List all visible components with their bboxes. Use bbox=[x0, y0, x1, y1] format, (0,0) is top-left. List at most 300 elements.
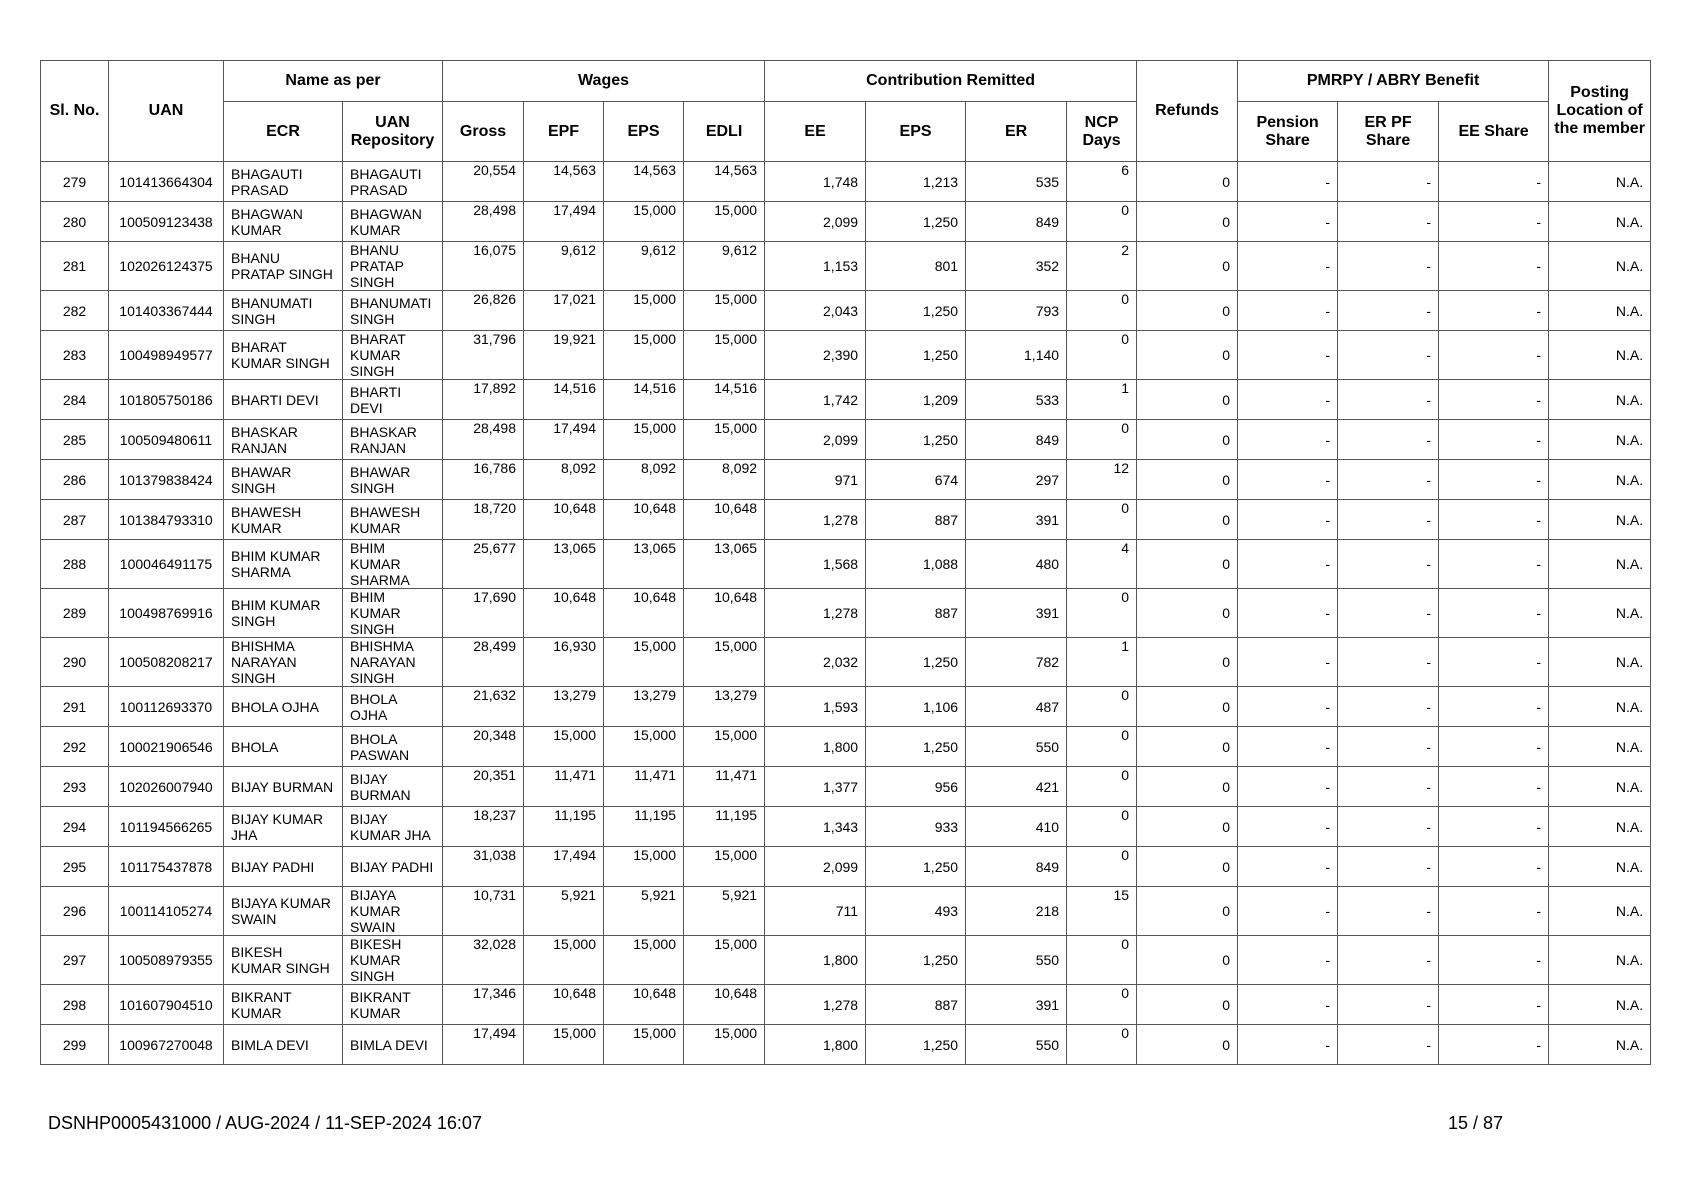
cell-er-pf-share: - bbox=[1338, 242, 1439, 291]
cell-er: 849 bbox=[966, 202, 1067, 242]
cell-pension-share: - bbox=[1238, 985, 1338, 1025]
cell-eps: 15,000 bbox=[604, 727, 684, 767]
cell-posting-location: N.A. bbox=[1549, 936, 1651, 985]
cell-pension-share: - bbox=[1238, 331, 1338, 380]
table-row bbox=[41, 887, 1651, 936]
cell-refunds: 0 bbox=[1137, 242, 1238, 291]
cell-eps-contribution: 493 bbox=[866, 887, 966, 936]
col-refunds: Refunds bbox=[1137, 61, 1238, 162]
cell-ecr-name: BIMLA DEVI bbox=[224, 1025, 343, 1065]
cell-sl-no: 299 bbox=[41, 1025, 109, 1065]
cell-eps: 8,092 bbox=[604, 460, 684, 500]
cell-posting-location: N.A. bbox=[1549, 291, 1651, 331]
cell-epf: 9,612 bbox=[524, 242, 604, 291]
cell-er-pf-share: - bbox=[1338, 420, 1439, 460]
cell-uan: 100967270048 bbox=[109, 1025, 224, 1065]
cell-gross: 32,028 bbox=[443, 936, 524, 985]
cell-posting-location: N.A. bbox=[1549, 638, 1651, 687]
cell-pension-share: - bbox=[1238, 887, 1338, 936]
cell-sl-no: 287 bbox=[41, 500, 109, 540]
cell-er: 550 bbox=[966, 936, 1067, 985]
cell-eps-contribution: 1,250 bbox=[866, 847, 966, 887]
cell-ee-share: - bbox=[1439, 162, 1549, 202]
cell-er: 550 bbox=[966, 1025, 1067, 1065]
cell-epf: 10,648 bbox=[524, 589, 604, 638]
cell-uan-repository-name: BHOLA OJHA bbox=[343, 687, 443, 727]
cell-ecr-name: BHOLA bbox=[224, 727, 343, 767]
table-row bbox=[41, 380, 1651, 420]
cell-uan: 101194566265 bbox=[109, 807, 224, 847]
cell-ee-share: - bbox=[1439, 638, 1549, 687]
cell-gross: 18,237 bbox=[443, 807, 524, 847]
cell-pension-share: - bbox=[1238, 589, 1338, 638]
cell-epf: 13,065 bbox=[524, 540, 604, 589]
cell-posting-location: N.A. bbox=[1549, 380, 1651, 420]
cell-epf: 8,092 bbox=[524, 460, 604, 500]
cell-ee-share: - bbox=[1439, 767, 1549, 807]
cell-gross: 20,554 bbox=[443, 162, 524, 202]
cell-posting-location: N.A. bbox=[1549, 540, 1651, 589]
cell-ncp-days: 1 bbox=[1067, 380, 1137, 420]
cell-ncp-days: 2 bbox=[1067, 242, 1137, 291]
cell-ecr-name: BHARTI DEVI bbox=[224, 380, 343, 420]
cell-er: 421 bbox=[966, 767, 1067, 807]
cell-ncp-days: 0 bbox=[1067, 500, 1137, 540]
col-eps-contribution: EPS bbox=[866, 102, 966, 162]
cell-sl-no: 289 bbox=[41, 589, 109, 638]
cell-edli: 11,471 bbox=[684, 767, 765, 807]
cell-uan: 100498949577 bbox=[109, 331, 224, 380]
cell-edli: 10,648 bbox=[684, 985, 765, 1025]
cell-edli: 15,000 bbox=[684, 202, 765, 242]
cell-gross: 17,690 bbox=[443, 589, 524, 638]
col-ee: EE bbox=[765, 102, 866, 162]
group-name-as-per: Name as per bbox=[224, 61, 443, 102]
cell-edli: 15,000 bbox=[684, 847, 765, 887]
cell-edli: 8,092 bbox=[684, 460, 765, 500]
cell-ncp-days: 0 bbox=[1067, 936, 1137, 985]
cell-sl-no: 298 bbox=[41, 985, 109, 1025]
cell-sl-no: 292 bbox=[41, 727, 109, 767]
cell-refunds: 0 bbox=[1137, 380, 1238, 420]
cell-gross: 20,348 bbox=[443, 727, 524, 767]
cell-edli: 13,065 bbox=[684, 540, 765, 589]
cell-posting-location: N.A. bbox=[1549, 162, 1651, 202]
col-sl-no: Sl. No. bbox=[41, 61, 109, 162]
cell-er: 410 bbox=[966, 807, 1067, 847]
cell-uan-repository-name: BIJAY PADHI bbox=[343, 847, 443, 887]
cell-ee: 1,742 bbox=[765, 380, 866, 420]
cell-eps-contribution: 1,250 bbox=[866, 420, 966, 460]
cell-ecr-name: BIKESH KUMAR SINGH bbox=[224, 936, 343, 985]
cell-uan-repository-name: BHISHMA NARAYAN SINGH bbox=[343, 638, 443, 687]
cell-gross: 21,632 bbox=[443, 687, 524, 727]
cell-gross: 16,075 bbox=[443, 242, 524, 291]
cell-sl-no: 285 bbox=[41, 420, 109, 460]
cell-posting-location: N.A. bbox=[1549, 887, 1651, 936]
cell-pension-share: - bbox=[1238, 727, 1338, 767]
cell-eps: 11,195 bbox=[604, 807, 684, 847]
table-row bbox=[41, 162, 1651, 202]
cell-ee: 2,390 bbox=[765, 331, 866, 380]
cell-sl-no: 296 bbox=[41, 887, 109, 936]
cell-refunds: 0 bbox=[1137, 687, 1238, 727]
cell-eps: 10,648 bbox=[604, 500, 684, 540]
cell-ecr-name: BHAWAR SINGH bbox=[224, 460, 343, 500]
cell-refunds: 0 bbox=[1137, 727, 1238, 767]
cell-epf: 11,195 bbox=[524, 807, 604, 847]
cell-refunds: 0 bbox=[1137, 807, 1238, 847]
document-reference: DSNHP0005431000 / AUG-2024 / 11-SEP-2024 16:07 bbox=[48, 1113, 482, 1133]
cell-sl-no: 286 bbox=[41, 460, 109, 500]
col-pension-share: Pension Share bbox=[1238, 102, 1338, 162]
table-row bbox=[41, 589, 1651, 638]
cell-ee: 1,593 bbox=[765, 687, 866, 727]
cell-ee-share: - bbox=[1439, 380, 1549, 420]
cell-pension-share: - bbox=[1238, 807, 1338, 847]
cell-pension-share: - bbox=[1238, 847, 1338, 887]
table-row bbox=[41, 331, 1651, 380]
cell-ncp-days: 0 bbox=[1067, 202, 1137, 242]
cell-eps-contribution: 1,088 bbox=[866, 540, 966, 589]
cell-ee-share: - bbox=[1439, 727, 1549, 767]
cell-uan-repository-name: BIJAYA KUMAR SWAIN bbox=[343, 887, 443, 936]
cell-eps-contribution: 887 bbox=[866, 589, 966, 638]
cell-epf: 14,516 bbox=[524, 380, 604, 420]
cell-er-pf-share: - bbox=[1338, 727, 1439, 767]
cell-uan-repository-name: BIMLA DEVI bbox=[343, 1025, 443, 1065]
col-uan: UAN bbox=[109, 61, 224, 162]
cell-sl-no: 283 bbox=[41, 331, 109, 380]
cell-epf: 17,494 bbox=[524, 847, 604, 887]
cell-ecr-name: BIKRANT KUMAR bbox=[224, 985, 343, 1025]
cell-ecr-name: BHIM KUMAR SHARMA bbox=[224, 540, 343, 589]
cell-eps: 5,921 bbox=[604, 887, 684, 936]
cell-ee: 1,568 bbox=[765, 540, 866, 589]
cell-gross: 17,346 bbox=[443, 985, 524, 1025]
cell-ncp-days: 0 bbox=[1067, 687, 1137, 727]
cell-uan-repository-name: BHAGAUTI PRASAD bbox=[343, 162, 443, 202]
cell-ncp-days: 6 bbox=[1067, 162, 1137, 202]
cell-uan-repository-name: BIKESH KUMAR SINGH bbox=[343, 936, 443, 985]
cell-ee-share: - bbox=[1439, 807, 1549, 847]
cell-eps-contribution: 801 bbox=[866, 242, 966, 291]
table-row bbox=[41, 638, 1651, 687]
cell-eps: 15,000 bbox=[604, 936, 684, 985]
cell-posting-location: N.A. bbox=[1549, 460, 1651, 500]
cell-ee: 1,278 bbox=[765, 589, 866, 638]
cell-uan: 100498769916 bbox=[109, 589, 224, 638]
cell-posting-location: N.A. bbox=[1549, 589, 1651, 638]
cell-epf: 14,563 bbox=[524, 162, 604, 202]
cell-refunds: 0 bbox=[1137, 1025, 1238, 1065]
cell-eps-contribution: 1,106 bbox=[866, 687, 966, 727]
cell-uan-repository-name: BIJAY KUMAR JHA bbox=[343, 807, 443, 847]
cell-er-pf-share: - bbox=[1338, 162, 1439, 202]
cell-pension-share: - bbox=[1238, 936, 1338, 985]
cell-ee: 2,099 bbox=[765, 847, 866, 887]
cell-ee: 1,800 bbox=[765, 936, 866, 985]
cell-ee: 2,099 bbox=[765, 420, 866, 460]
col-ecr: ECR bbox=[224, 102, 343, 162]
cell-ee-share: - bbox=[1439, 331, 1549, 380]
cell-uan-repository-name: BHOLA PASWAN bbox=[343, 727, 443, 767]
cell-eps-contribution: 887 bbox=[866, 985, 966, 1025]
cell-epf: 19,921 bbox=[524, 331, 604, 380]
cell-epf: 15,000 bbox=[524, 936, 604, 985]
table-header bbox=[41, 61, 1651, 162]
cell-ecr-name: BHAGAUTI PRASAD bbox=[224, 162, 343, 202]
cell-uan-repository-name: BHAWESH KUMAR bbox=[343, 500, 443, 540]
cell-eps: 14,516 bbox=[604, 380, 684, 420]
cell-edli: 14,516 bbox=[684, 380, 765, 420]
cell-epf: 17,494 bbox=[524, 202, 604, 242]
cell-gross: 31,796 bbox=[443, 331, 524, 380]
cell-uan: 100509123438 bbox=[109, 202, 224, 242]
cell-gross: 20,351 bbox=[443, 767, 524, 807]
cell-ee-share: - bbox=[1439, 242, 1549, 291]
cell-posting-location: N.A. bbox=[1549, 767, 1651, 807]
cell-uan: 100046491175 bbox=[109, 540, 224, 589]
cell-eps-contribution: 1,250 bbox=[866, 331, 966, 380]
table-row bbox=[41, 985, 1651, 1025]
cell-eps-contribution: 1,209 bbox=[866, 380, 966, 420]
cell-eps: 10,648 bbox=[604, 589, 684, 638]
cell-ee-share: - bbox=[1439, 291, 1549, 331]
cell-ncp-days: 15 bbox=[1067, 887, 1137, 936]
cell-gross: 28,498 bbox=[443, 202, 524, 242]
cell-edli: 11,195 bbox=[684, 807, 765, 847]
cell-er-pf-share: - bbox=[1338, 460, 1439, 500]
cell-ecr-name: BHAWESH KUMAR bbox=[224, 500, 343, 540]
cell-er: 793 bbox=[966, 291, 1067, 331]
cell-epf: 15,000 bbox=[524, 727, 604, 767]
cell-er: 782 bbox=[966, 638, 1067, 687]
cell-eps-contribution: 1,250 bbox=[866, 638, 966, 687]
cell-sl-no: 295 bbox=[41, 847, 109, 887]
cell-eps: 15,000 bbox=[604, 638, 684, 687]
cell-uan: 101379838424 bbox=[109, 460, 224, 500]
table-row bbox=[41, 1025, 1651, 1065]
table-row bbox=[41, 767, 1651, 807]
cell-ecr-name: BIJAY KUMAR JHA bbox=[224, 807, 343, 847]
cell-refunds: 0 bbox=[1137, 331, 1238, 380]
cell-ee-share: - bbox=[1439, 500, 1549, 540]
table-body bbox=[41, 162, 1651, 1065]
cell-er-pf-share: - bbox=[1338, 985, 1439, 1025]
cell-epf: 11,471 bbox=[524, 767, 604, 807]
cell-er: 1,140 bbox=[966, 331, 1067, 380]
cell-uan-repository-name: BHIM KUMAR SINGH bbox=[343, 589, 443, 638]
cell-epf: 17,021 bbox=[524, 291, 604, 331]
col-eps: EPS bbox=[604, 102, 684, 162]
cell-eps-contribution: 1,213 bbox=[866, 162, 966, 202]
cell-ee-share: - bbox=[1439, 202, 1549, 242]
cell-eps: 15,000 bbox=[604, 847, 684, 887]
cell-ncp-days: 0 bbox=[1067, 331, 1137, 380]
cell-er-pf-share: - bbox=[1338, 767, 1439, 807]
cell-edli: 5,921 bbox=[684, 887, 765, 936]
cell-ecr-name: BHARAT KUMAR SINGH bbox=[224, 331, 343, 380]
contribution-table bbox=[40, 60, 1651, 1065]
cell-ee-share: - bbox=[1439, 887, 1549, 936]
table-row bbox=[41, 540, 1651, 589]
cell-gross: 16,786 bbox=[443, 460, 524, 500]
cell-sl-no: 288 bbox=[41, 540, 109, 589]
col-uan-repository: UAN Repository bbox=[343, 102, 443, 162]
cell-gross: 28,498 bbox=[443, 420, 524, 460]
table-row bbox=[41, 242, 1651, 291]
cell-posting-location: N.A. bbox=[1549, 331, 1651, 380]
table-row bbox=[41, 936, 1651, 985]
col-epf: EPF bbox=[524, 102, 604, 162]
cell-refunds: 0 bbox=[1137, 500, 1238, 540]
cell-edli: 10,648 bbox=[684, 589, 765, 638]
cell-er: 391 bbox=[966, 985, 1067, 1025]
cell-eps: 13,065 bbox=[604, 540, 684, 589]
cell-sl-no: 281 bbox=[41, 242, 109, 291]
cell-uan-repository-name: BHANUMATI SINGH bbox=[343, 291, 443, 331]
cell-refunds: 0 bbox=[1137, 847, 1238, 887]
cell-ee: 2,032 bbox=[765, 638, 866, 687]
cell-uan: 100112693370 bbox=[109, 687, 224, 727]
cell-ncp-days: 0 bbox=[1067, 985, 1137, 1025]
cell-er-pf-share: - bbox=[1338, 540, 1439, 589]
cell-ee: 2,099 bbox=[765, 202, 866, 242]
cell-pension-share: - bbox=[1238, 460, 1338, 500]
cell-er-pf-share: - bbox=[1338, 936, 1439, 985]
cell-uan: 100114105274 bbox=[109, 887, 224, 936]
cell-sl-no: 280 bbox=[41, 202, 109, 242]
cell-eps: 11,471 bbox=[604, 767, 684, 807]
cell-eps: 9,612 bbox=[604, 242, 684, 291]
cell-eps-contribution: 933 bbox=[866, 807, 966, 847]
cell-ee: 1,153 bbox=[765, 242, 866, 291]
cell-posting-location: N.A. bbox=[1549, 202, 1651, 242]
cell-er: 391 bbox=[966, 500, 1067, 540]
cell-ecr-name: BHIM KUMAR SINGH bbox=[224, 589, 343, 638]
cell-ee-share: - bbox=[1439, 936, 1549, 985]
cell-er-pf-share: - bbox=[1338, 500, 1439, 540]
cell-uan: 100508208217 bbox=[109, 638, 224, 687]
cell-ee-share: - bbox=[1439, 687, 1549, 727]
cell-refunds: 0 bbox=[1137, 936, 1238, 985]
cell-refunds: 0 bbox=[1137, 589, 1238, 638]
col-er: ER bbox=[966, 102, 1067, 162]
cell-eps-contribution: 956 bbox=[866, 767, 966, 807]
cell-ee: 1,377 bbox=[765, 767, 866, 807]
page-number: 15 / 87 bbox=[1448, 1113, 1504, 1133]
cell-ee: 1,278 bbox=[765, 500, 866, 540]
table-row bbox=[41, 202, 1651, 242]
cell-ncp-days: 0 bbox=[1067, 727, 1137, 767]
table-row bbox=[41, 460, 1651, 500]
col-posting-location: Posting Location of the member bbox=[1549, 61, 1651, 162]
cell-er-pf-share: - bbox=[1338, 589, 1439, 638]
cell-uan-repository-name: BIJAY BURMAN bbox=[343, 767, 443, 807]
col-er-pf-share: ER PF Share bbox=[1338, 102, 1439, 162]
cell-eps-contribution: 1,250 bbox=[866, 291, 966, 331]
cell-refunds: 0 bbox=[1137, 540, 1238, 589]
cell-gross: 17,892 bbox=[443, 380, 524, 420]
cell-edli: 15,000 bbox=[684, 936, 765, 985]
cell-ee: 1,343 bbox=[765, 807, 866, 847]
cell-sl-no: 297 bbox=[41, 936, 109, 985]
cell-sl-no: 290 bbox=[41, 638, 109, 687]
cell-edli: 14,563 bbox=[684, 162, 765, 202]
cell-epf: 10,648 bbox=[524, 500, 604, 540]
cell-er-pf-share: - bbox=[1338, 687, 1439, 727]
cell-pension-share: - bbox=[1238, 162, 1338, 202]
cell-er: 533 bbox=[966, 380, 1067, 420]
cell-posting-location: N.A. bbox=[1549, 420, 1651, 460]
cell-ecr-name: BHANUMATI SINGH bbox=[224, 291, 343, 331]
cell-sl-no: 294 bbox=[41, 807, 109, 847]
cell-ncp-days: 0 bbox=[1067, 589, 1137, 638]
cell-eps: 10,648 bbox=[604, 985, 684, 1025]
cell-ecr-name: BHOLA OJHA bbox=[224, 687, 343, 727]
cell-ecr-name: BHANU PRATAP SINGH bbox=[224, 242, 343, 291]
cell-refunds: 0 bbox=[1137, 887, 1238, 936]
cell-er-pf-share: - bbox=[1338, 887, 1439, 936]
cell-er-pf-share: - bbox=[1338, 847, 1439, 887]
cell-eps: 15,000 bbox=[604, 202, 684, 242]
cell-ecr-name: BHASKAR RANJAN bbox=[224, 420, 343, 460]
cell-uan: 101607904510 bbox=[109, 985, 224, 1025]
cell-pension-share: - bbox=[1238, 291, 1338, 331]
cell-posting-location: N.A. bbox=[1549, 687, 1651, 727]
cell-pension-share: - bbox=[1238, 380, 1338, 420]
cell-uan-repository-name: BHASKAR RANJAN bbox=[343, 420, 443, 460]
cell-pension-share: - bbox=[1238, 500, 1338, 540]
cell-gross: 28,499 bbox=[443, 638, 524, 687]
cell-er-pf-share: - bbox=[1338, 638, 1439, 687]
cell-refunds: 0 bbox=[1137, 985, 1238, 1025]
cell-refunds: 0 bbox=[1137, 291, 1238, 331]
cell-uan-repository-name: BHANU PRATAP SINGH bbox=[343, 242, 443, 291]
cell-ecr-name: BIJAY PADHI bbox=[224, 847, 343, 887]
cell-er: 218 bbox=[966, 887, 1067, 936]
cell-uan: 101403367444 bbox=[109, 291, 224, 331]
cell-sl-no: 291 bbox=[41, 687, 109, 727]
cell-posting-location: N.A. bbox=[1549, 807, 1651, 847]
cell-epf: 10,648 bbox=[524, 985, 604, 1025]
cell-edli: 9,612 bbox=[684, 242, 765, 291]
cell-ncp-days: 0 bbox=[1067, 1025, 1137, 1065]
cell-ee-share: - bbox=[1439, 589, 1549, 638]
cell-pension-share: - bbox=[1238, 420, 1338, 460]
cell-ee: 1,800 bbox=[765, 727, 866, 767]
cell-epf: 13,279 bbox=[524, 687, 604, 727]
cell-posting-location: N.A. bbox=[1549, 727, 1651, 767]
cell-uan: 101413664304 bbox=[109, 162, 224, 202]
cell-edli: 15,000 bbox=[684, 291, 765, 331]
cell-uan: 101384793310 bbox=[109, 500, 224, 540]
group-wages: Wages bbox=[443, 61, 765, 102]
cell-uan-repository-name: BHARTI DEVI bbox=[343, 380, 443, 420]
cell-pension-share: - bbox=[1238, 540, 1338, 589]
cell-ncp-days: 1 bbox=[1067, 638, 1137, 687]
cell-pension-share: - bbox=[1238, 767, 1338, 807]
cell-gross: 10,731 bbox=[443, 887, 524, 936]
cell-posting-location: N.A. bbox=[1549, 1025, 1651, 1065]
col-ncp-days: NCP Days bbox=[1067, 102, 1137, 162]
cell-gross: 31,038 bbox=[443, 847, 524, 887]
cell-ecr-name: BIJAY BURMAN bbox=[224, 767, 343, 807]
cell-ncp-days: 0 bbox=[1067, 847, 1137, 887]
cell-eps: 15,000 bbox=[604, 1025, 684, 1065]
cell-posting-location: N.A. bbox=[1549, 985, 1651, 1025]
